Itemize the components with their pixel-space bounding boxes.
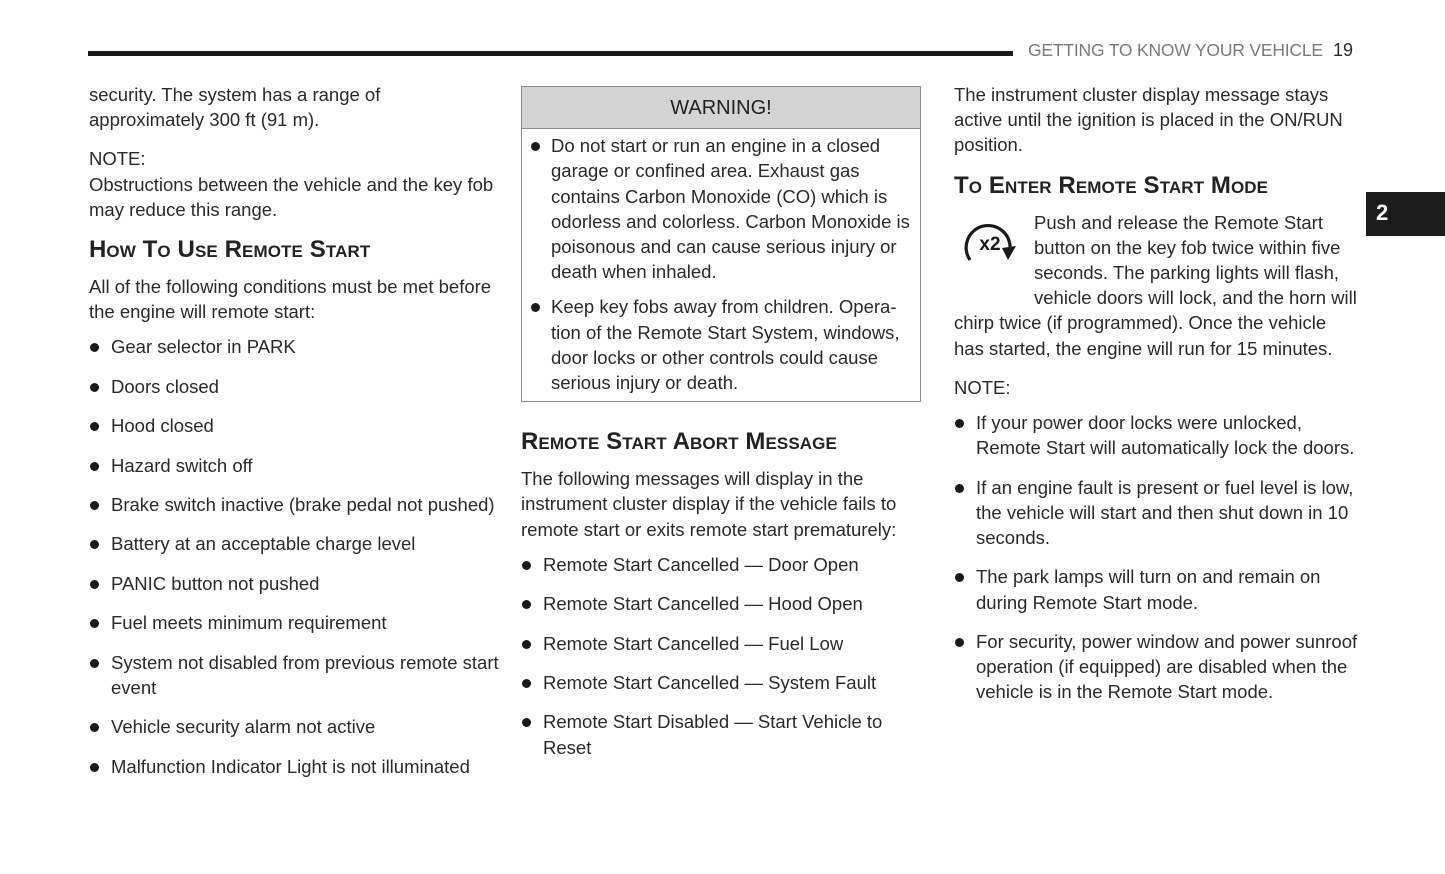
list-item: Hazard switch off	[89, 453, 499, 478]
list-item: If your power door locks were unlocked, Remote Start will automatically lock the doors.	[954, 410, 1359, 460]
list-item: Doors closed	[89, 374, 499, 399]
press-twice-icon	[954, 210, 1030, 300]
abort-intro: The following messages will display in the instrument cluster display if the vehicle fails to remote start or exits remote start prematurely:	[521, 468, 897, 540]
enter-mode-text: Push and release the Remote Start button on the key fob twice within five seconds. The parking lights will flash, vehicle doors will lock, and the horn will chirp twice (if programmed). Once the vehicle has started, the engine will run for 15 minutes.	[954, 211, 1357, 359]
section-heading-enter-mode: To Enter Remote Start Mode	[954, 171, 1269, 199]
column-1	[89, 82, 499, 793]
list-item: Brake switch inactive (brake pedal not pushed)	[89, 492, 499, 517]
warning-box	[521, 86, 921, 402]
column-2	[521, 86, 923, 774]
list-item: System not disabled from previous remote start event	[89, 650, 499, 700]
list-item: Vehicle security alarm not active	[89, 714, 499, 739]
list-item: Remote Start Cancelled — Door Open	[521, 552, 923, 577]
note-label: NOTE:	[954, 376, 1011, 398]
notes-list	[954, 410, 1359, 705]
page-number: 19	[1333, 40, 1354, 60]
note-text: Obstructions between the vehicle and the key fob may reduce this range.	[89, 173, 494, 220]
warning-item: Do not start or run an engine in a closed garage or confined area. Exhaust gas contains Carbon Monoxide (CO) which is odorless and colorless. Carbon Monoxide is poisonous and can cause serious injury or death when inhaled.	[530, 133, 912, 284]
list-item: Remote Start Disabled — Start Vehicle to Reset	[521, 709, 923, 759]
list-item: Remote Start Cancelled — Fuel Low	[521, 631, 923, 656]
list-item: Remote Start Cancelled — System Fault	[521, 670, 923, 695]
cluster-message-text: The instrument cluster display message stays active until the ignition is placed in the ON/RUN position.	[954, 84, 1343, 156]
warning-title: WARNING!	[522, 87, 920, 129]
list-item: Fuel meets minimum requirement	[89, 610, 499, 635]
list-item: Malfunction Indicator Light is not illuminated	[89, 754, 499, 779]
header-rule	[88, 51, 1013, 56]
list-item: PANIC button not pushed	[89, 571, 499, 596]
warning-item: Keep key fobs away from children. Opera-tion of the Remote Start System, windows, door locks or other controls could cause serious injury or death.	[530, 294, 912, 395]
note-label: NOTE:	[89, 148, 146, 170]
conditions-list	[89, 334, 499, 778]
warning-list	[522, 129, 920, 401]
list-item: Gear selector in PARK	[89, 334, 499, 359]
list-item: The park lamps will turn on and remain on during Remote Start mode.	[954, 564, 1359, 614]
running-title: GETTING TO KNOW YOUR VEHICLE	[1028, 40, 1323, 60]
conditions-intro: All of the following conditions must be met before the engine will remote start:	[89, 276, 492, 323]
abort-messages-list	[521, 552, 923, 760]
list-item: Remote Start Cancelled — Hood Open	[521, 591, 923, 616]
section-heading-abort-message: Remote Start Abort Message	[521, 428, 837, 456]
list-item: Hood closed	[89, 413, 499, 438]
list-item: For security, power window and power sunroof operation (if equipped) are disabled when the vehicle is in the Remote Start mode.	[954, 629, 1359, 705]
chapter-tab: 2	[1366, 192, 1445, 236]
column-3	[954, 82, 1359, 719]
svg-text:x2: x2	[979, 233, 1001, 255]
section-heading-how-to-use: How To Use Remote Start	[89, 236, 371, 264]
range-text: security. The system has a range of approximately 300 ft (91 m).	[89, 84, 381, 131]
list-item: Battery at an acceptable charge level	[89, 531, 499, 556]
list-item: If an engine fault is present or fuel level is low, the vehicle will start and then shut down in 10 seconds.	[954, 475, 1359, 551]
